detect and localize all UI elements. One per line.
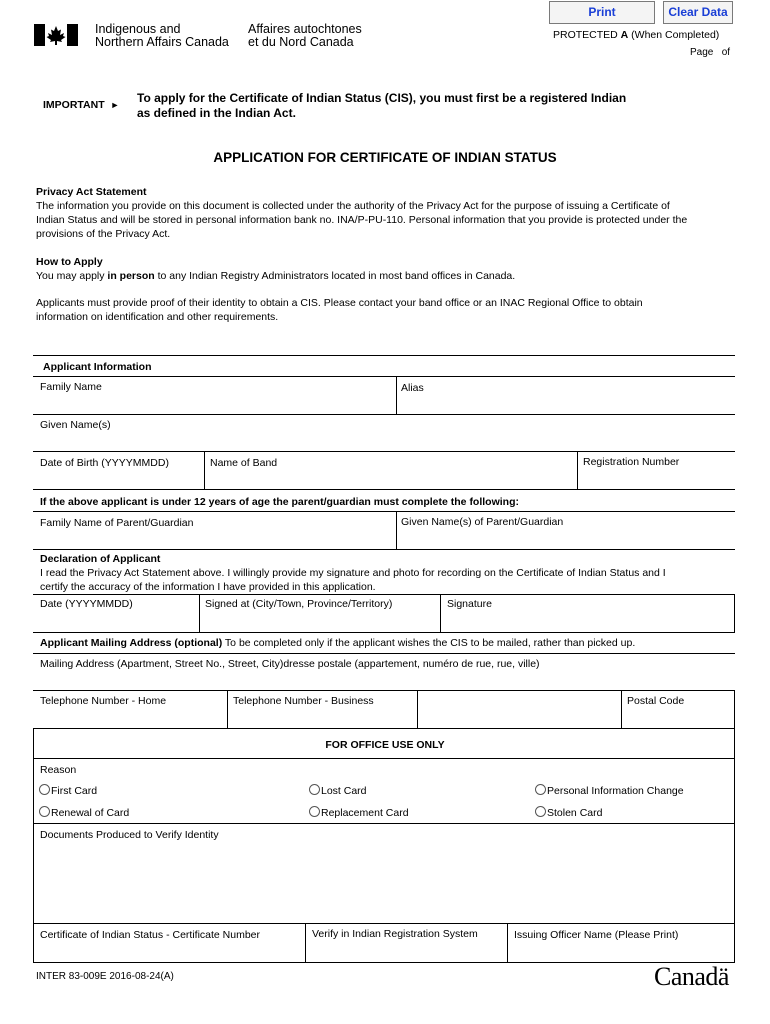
privacy-heading: Privacy Act Statement [36, 186, 147, 198]
office-use-heading: FOR OFFICE USE ONLY [325, 739, 445, 751]
page-title: APPLICATION FOR CERTIFICATE OF INDIAN STATUS [213, 150, 557, 165]
applicant-section-heading: Applicant Information [43, 361, 152, 373]
parent-given-names-field[interactable] [397, 512, 734, 548]
family-name-label: Family Name [40, 381, 102, 393]
parent-family-name-label: Family Name of Parent/Guardian [40, 517, 194, 529]
issuing-officer-field[interactable] [508, 924, 734, 961]
band-name-label: Name of Band [210, 457, 278, 469]
print-button[interactable]: Print [549, 1, 655, 24]
radio-icon [535, 784, 546, 795]
department-name-en [95, 23, 229, 49]
reason-renewal[interactable] [39, 806, 129, 819]
postal-code-label: Postal Code [627, 695, 685, 707]
dob-label: Date of Birth (YYYYMMDD) [40, 457, 169, 469]
reason-first-card[interactable] [39, 784, 97, 797]
reason-stolen[interactable] [535, 806, 602, 819]
apply-pre: You may apply [36, 270, 108, 282]
privacy-line3: provisions of the Privacy Act. [36, 228, 171, 240]
protected-pre: PROTECTED [553, 29, 621, 41]
postal-code-field[interactable] [622, 691, 734, 727]
replacement-label: Replacement Card [321, 807, 409, 819]
canada-flag-icon [34, 24, 78, 46]
form-id: INTER 83-009E 2016-08-24(A) [36, 971, 174, 982]
declaration-line1: I read the Privacy Act Statement above. I willingly provide my signature and photo for recording on the Certificate of Indian Status and I [40, 567, 666, 579]
proof-line1: Applicants must provide proof of their identity to obtain a CIS. Please contact your band office or an INAC Regional Office to obtain [36, 297, 643, 309]
signed-at-label: Signed at (City/Town, Province/Territory) [205, 598, 393, 610]
protected-post: (When Completed) [628, 29, 720, 41]
signature-label: Signature [447, 598, 492, 610]
mailing-address-label: Mailing Address (Apartment, Street No., Street, City)dresse postale (appartement, numéro de rue, rue, ville) [40, 658, 540, 670]
department-name-fr [248, 23, 362, 49]
band-name-field[interactable] [205, 452, 576, 488]
arrow-right-icon: ► [110, 100, 120, 110]
department-fr-line1: Affaires autochtones [248, 22, 362, 36]
radio-icon [39, 784, 50, 795]
canada-wordmark: Canadä [654, 962, 729, 991]
radio-icon [39, 806, 50, 817]
important-line2: as defined in the Indian Act. [137, 106, 296, 120]
reason-personal-info-change[interactable] [535, 784, 684, 797]
important-label [43, 99, 119, 111]
declaration-date-label: Date (YYYYMMDD) [40, 598, 133, 610]
stolen-label: Stolen Card [547, 807, 603, 819]
lost-card-label: Lost Card [321, 785, 367, 797]
reason-label: Reason [40, 764, 77, 776]
department-fr-line2: et du Nord Canada [248, 35, 354, 49]
tel-home-field[interactable] [34, 691, 226, 727]
given-names-field[interactable] [34, 415, 734, 450]
mailing-address-field[interactable] [34, 654, 734, 689]
department-en-line2: Northern Affairs Canada [95, 35, 229, 49]
renewal-label: Renewal of Card [51, 807, 130, 819]
alias-field[interactable] [397, 377, 734, 413]
reason-lost-card[interactable] [309, 784, 367, 797]
clear-data-button[interactable]: Clear Data [663, 1, 733, 24]
tel-business-field[interactable] [228, 691, 416, 727]
first-card-label: First Card [51, 785, 98, 797]
page-of-label: Page of [690, 47, 731, 58]
radio-icon [309, 806, 320, 817]
signature-field[interactable] [441, 595, 734, 631]
privacy-statement [36, 185, 687, 241]
privacy-line2: Indian Status and will be stored in personal information bank no. INA/P-PU-110. Personal information that you provide is protected under the [36, 214, 688, 226]
important-text: IMPORTANT [43, 99, 105, 111]
registration-number-label: Registration Number [583, 456, 680, 468]
tel-home-label: Telephone Number - Home [40, 695, 167, 707]
department-en-line1: Indigenous and [95, 22, 181, 36]
mailing-heading-rest: To be completed only if the applicant wishes the CIS to be mailed, rather than picked up. [222, 637, 636, 649]
parent-family-name-field[interactable] [34, 512, 395, 548]
family-name-field[interactable] [34, 377, 395, 413]
declaration-heading: Declaration of Applicant [40, 553, 161, 565]
how-to-apply [36, 255, 643, 324]
radio-icon [535, 806, 546, 817]
verify-registration-label: Verify in Indian Registration System [312, 928, 478, 940]
proof-line2: information on identification and other requirements. [36, 311, 279, 323]
how-to-apply-heading: How to Apply [36, 256, 103, 268]
how-to-apply-line1 [36, 269, 643, 283]
tel-business-label: Telephone Number - Business [233, 695, 374, 707]
radio-icon [309, 784, 320, 795]
given-names-label: Given Name(s) [40, 419, 111, 431]
under-12-notice: If the above applicant is under 12 years of age the parent/guardian must complete the following: [40, 496, 520, 508]
verify-registration-field[interactable] [306, 924, 506, 961]
declaration-date-field[interactable] [34, 595, 198, 631]
important-message [137, 91, 626, 121]
mailing-heading-bold: Applicant Mailing Address (optional) [40, 637, 223, 649]
reason-replacement[interactable] [309, 806, 409, 819]
protected-level: A [620, 29, 629, 41]
declaration [40, 552, 666, 594]
declaration-line2: certify the accuracy of the information I have provided in this application. [40, 581, 376, 593]
alias-label: Alias [401, 382, 424, 394]
protected-label [553, 29, 719, 41]
certificate-number-field[interactable] [34, 924, 304, 961]
privacy-line1: The information you provide on this document is collected under the authority of the Privacy Act for the purpose of issuing a Certificate of [36, 200, 670, 212]
tel-business-ext-field[interactable] [418, 691, 620, 727]
documents-label: Documents Produced to Verify Identity [40, 829, 219, 841]
dob-field[interactable] [34, 452, 203, 488]
apply-post: to any Indian Registry Administrators located in most band offices in Canada. [154, 270, 516, 282]
registration-number-field[interactable] [578, 452, 734, 488]
documents-field[interactable] [34, 824, 734, 922]
apply-bold: in person [107, 270, 155, 282]
certificate-number-label: Certificate of Indian Status - Certificate Number [40, 929, 261, 941]
signed-at-field[interactable] [200, 595, 439, 631]
mailing-heading [40, 637, 635, 649]
parent-given-names-label: Given Name(s) of Parent/Guardian [401, 516, 564, 528]
issuing-officer-label: Issuing Officer Name (Please Print) [514, 929, 679, 941]
pi-change-label: Personal Information Change [547, 785, 684, 797]
important-line1: To apply for the Certificate of Indian Status (CIS), you must first be a registered Indian [137, 91, 627, 105]
